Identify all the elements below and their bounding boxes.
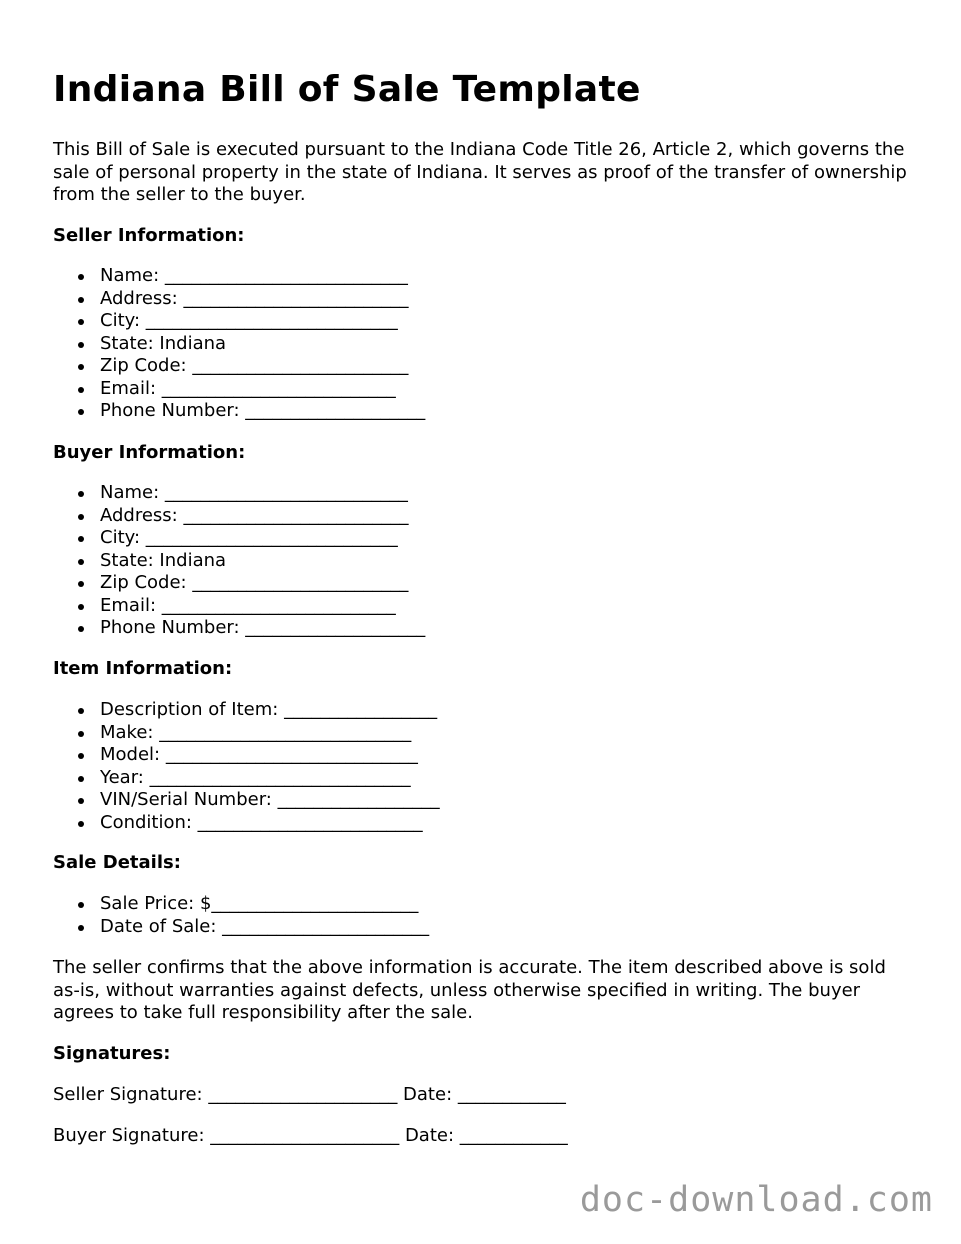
buyer-name-field: Name: ___________________________ xyxy=(100,482,425,505)
seller-name-field: Name: ___________________________ xyxy=(100,265,425,288)
seller-email-field: Email: __________________________ xyxy=(100,378,425,401)
buyer-email-field: Email: __________________________ xyxy=(100,595,425,618)
intro-paragraph: This Bill of Sale is executed pursuant to the Indiana Code Title 26, Article 2, which governs the sale of personal property in the state of Indiana. It serves as proof of the transfer of ownership from the seller to the buyer. xyxy=(53,139,907,205)
seller-zip-field: Zip Code: ________________________ xyxy=(100,355,425,378)
sale-heading: Sale Details: xyxy=(53,852,181,873)
seller-address-field: Address: _________________________ xyxy=(100,288,425,311)
signatures-heading: Signatures: xyxy=(53,1043,171,1064)
buyer-city-field: City: ____________________________ xyxy=(100,527,425,550)
item-description-field: Description of Item: _________________ xyxy=(100,699,440,722)
item-make-field: Make: ____________________________ xyxy=(100,722,440,745)
buyer-heading: Buyer Information: xyxy=(53,442,246,463)
closing-paragraph: The seller confirms that the above information is accurate. The item described above is sold as-is, without warranties against defects, unless otherwise specified in writing. The buyer agrees to take full responsibility after the sale. xyxy=(53,957,886,1023)
item-vin-field: VIN/Serial Number: __________________ xyxy=(100,789,440,810)
buyer-state-field: State: Indiana xyxy=(100,550,425,573)
seller-heading: Seller Information: xyxy=(53,225,245,246)
item-year-field: Year: _____________________________ xyxy=(100,767,440,790)
item-condition-field: Condition: _________________________ xyxy=(100,812,440,835)
buyer-field-list xyxy=(53,482,425,640)
document-title: Indiana Bill of Sale Template xyxy=(53,69,641,110)
sale-field-list xyxy=(53,893,429,938)
buyer-zip-field: Zip Code: ________________________ xyxy=(100,572,425,595)
sale-price-field: Sale Price: $_______________________ xyxy=(100,893,429,916)
seller-state-field: State: Indiana xyxy=(100,333,425,356)
buyer-signature-line: Buyer Signature: _____________________ Date: ____________ xyxy=(53,1125,568,1146)
seller-phone-field: Phone Number: ____________________ xyxy=(100,400,426,421)
seller-signature-line: Seller Signature: _____________________ Date: ____________ xyxy=(53,1084,566,1105)
item-heading: Item Information: xyxy=(53,658,233,679)
sale-date-field: Date of Sale: _______________________ xyxy=(100,915,430,937)
seller-city-field: City: ____________________________ xyxy=(100,310,425,333)
watermark: doc-download.com xyxy=(579,1180,933,1220)
item-model-field: Model: ____________________________ xyxy=(100,744,440,767)
item-field-list xyxy=(53,699,440,834)
buyer-address-field: Address: _________________________ xyxy=(100,505,425,528)
buyer-phone-field: Phone Number: ____________________ xyxy=(100,617,426,638)
seller-field-list xyxy=(53,265,425,423)
